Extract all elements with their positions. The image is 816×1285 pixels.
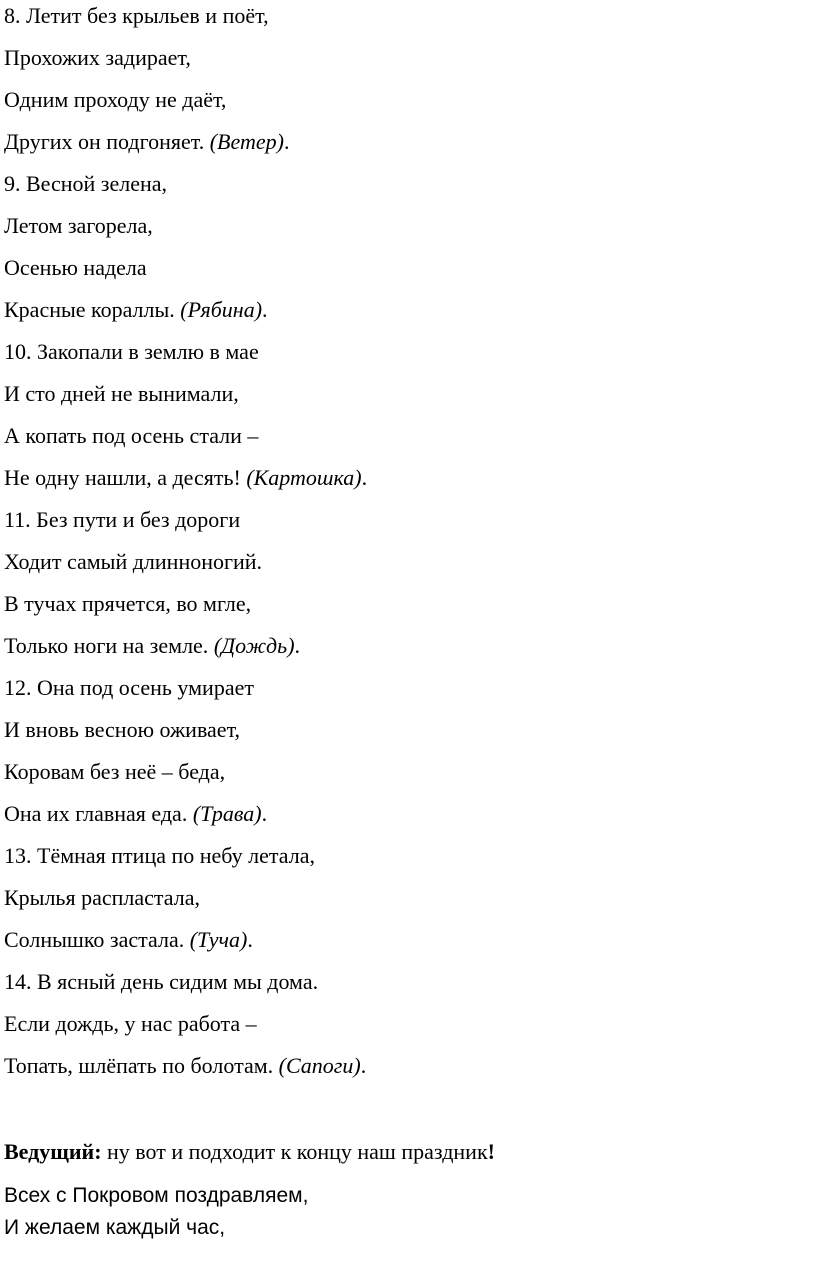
riddle-8-line-2: Прохожих задирает, (4, 45, 191, 70)
host-text: ну вот и подходит к концу наш праздник (101, 1139, 488, 1164)
riddle-8-line-3: Одним проходу не даёт, (4, 87, 227, 112)
riddle-14-period: . (360, 1053, 367, 1078)
riddle-11-text: Только ноги на земле. (4, 633, 214, 658)
riddle-9-line-4 (4, 297, 268, 323)
riddle-9-line-1: 9. Весной зелена, (4, 171, 168, 196)
riddle-12-line-4 (4, 801, 267, 827)
riddle-12-line-3: Коровам без неё – беда, (4, 759, 226, 784)
riddle-9-answer: (Рябина) (180, 297, 263, 322)
riddle-9-line-3: Осенью надела (4, 255, 147, 280)
riddle-8-text: Других он подгоняет. (4, 129, 210, 154)
host-exclaim: ! (487, 1139, 495, 1164)
riddle-10-answer: (Картошка) (246, 465, 362, 490)
riddle-12-line-1: 12. Она под осень умирает (4, 675, 254, 700)
riddle-13-text: Солнышко застала. (4, 927, 190, 952)
riddle-14-line-1: 14. В ясный день сидим мы дома. (4, 969, 319, 994)
riddle-12-answer: (Трава) (192, 801, 262, 826)
riddle-13-answer: (Туча) (189, 927, 248, 952)
riddle-11-answer: (Дождь) (213, 633, 295, 658)
riddle-11-line-3: В тучах прячется, во мгле, (4, 591, 252, 616)
greeting-line-2: И желаем каждый час, (4, 1216, 226, 1239)
riddle-9-period: . (262, 297, 268, 322)
riddle-13-period: . (247, 927, 253, 952)
riddle-13-line-3 (4, 927, 253, 953)
riddle-13-line-2: Крылья распластала, (4, 885, 200, 910)
riddle-12-text: Она их главная еда. (4, 801, 193, 826)
riddle-10-line-4 (4, 465, 367, 491)
riddle-13-line-1: 13. Тёмная птица по небу летала, (4, 843, 315, 868)
riddle-9-text: Красные кораллы. (4, 297, 181, 322)
host-label: Ведущий: (4, 1139, 102, 1164)
riddle-11-line-4 (4, 633, 300, 659)
riddle-8-line-1: 8. Летит без крыльев и поёт, (4, 3, 269, 28)
riddle-9-line-2: Летом загорела, (4, 213, 153, 238)
riddle-11-line-2: Ходит самый длинноногий. (4, 549, 263, 574)
riddle-14-answer: (Сапоги) (278, 1053, 361, 1078)
riddle-10-text: Не одну нашли, а десять! (4, 465, 247, 490)
riddle-8-answer: (Ветер) (209, 129, 284, 154)
riddle-10-line-1: 10. Закопали в землю в мае (4, 339, 259, 364)
greeting-line-1: Всех с Покровом поздравляем, (4, 1184, 309, 1207)
riddle-12-period: . (261, 801, 268, 826)
riddle-10-line-2: И сто дней не вынимали, (4, 381, 239, 406)
riddle-11-period: . (294, 633, 301, 658)
riddle-10-line-3: А копать под осень стали – (4, 423, 259, 448)
riddle-14-line-3 (4, 1053, 366, 1079)
riddle-14-text: Топать, шлёпать по болотам. (4, 1053, 279, 1078)
riddle-11-line-1: 11. Без пути и без дороги (4, 507, 241, 532)
riddle-12-line-2: И вновь весною оживает, (4, 717, 241, 742)
host-line (4, 1139, 495, 1165)
riddle-10-period: . (361, 465, 368, 490)
riddle-8-line-4 (4, 129, 289, 155)
riddle-8-period: . (283, 129, 290, 154)
riddle-14-line-2: Если дождь, у нас работа – (4, 1011, 257, 1036)
